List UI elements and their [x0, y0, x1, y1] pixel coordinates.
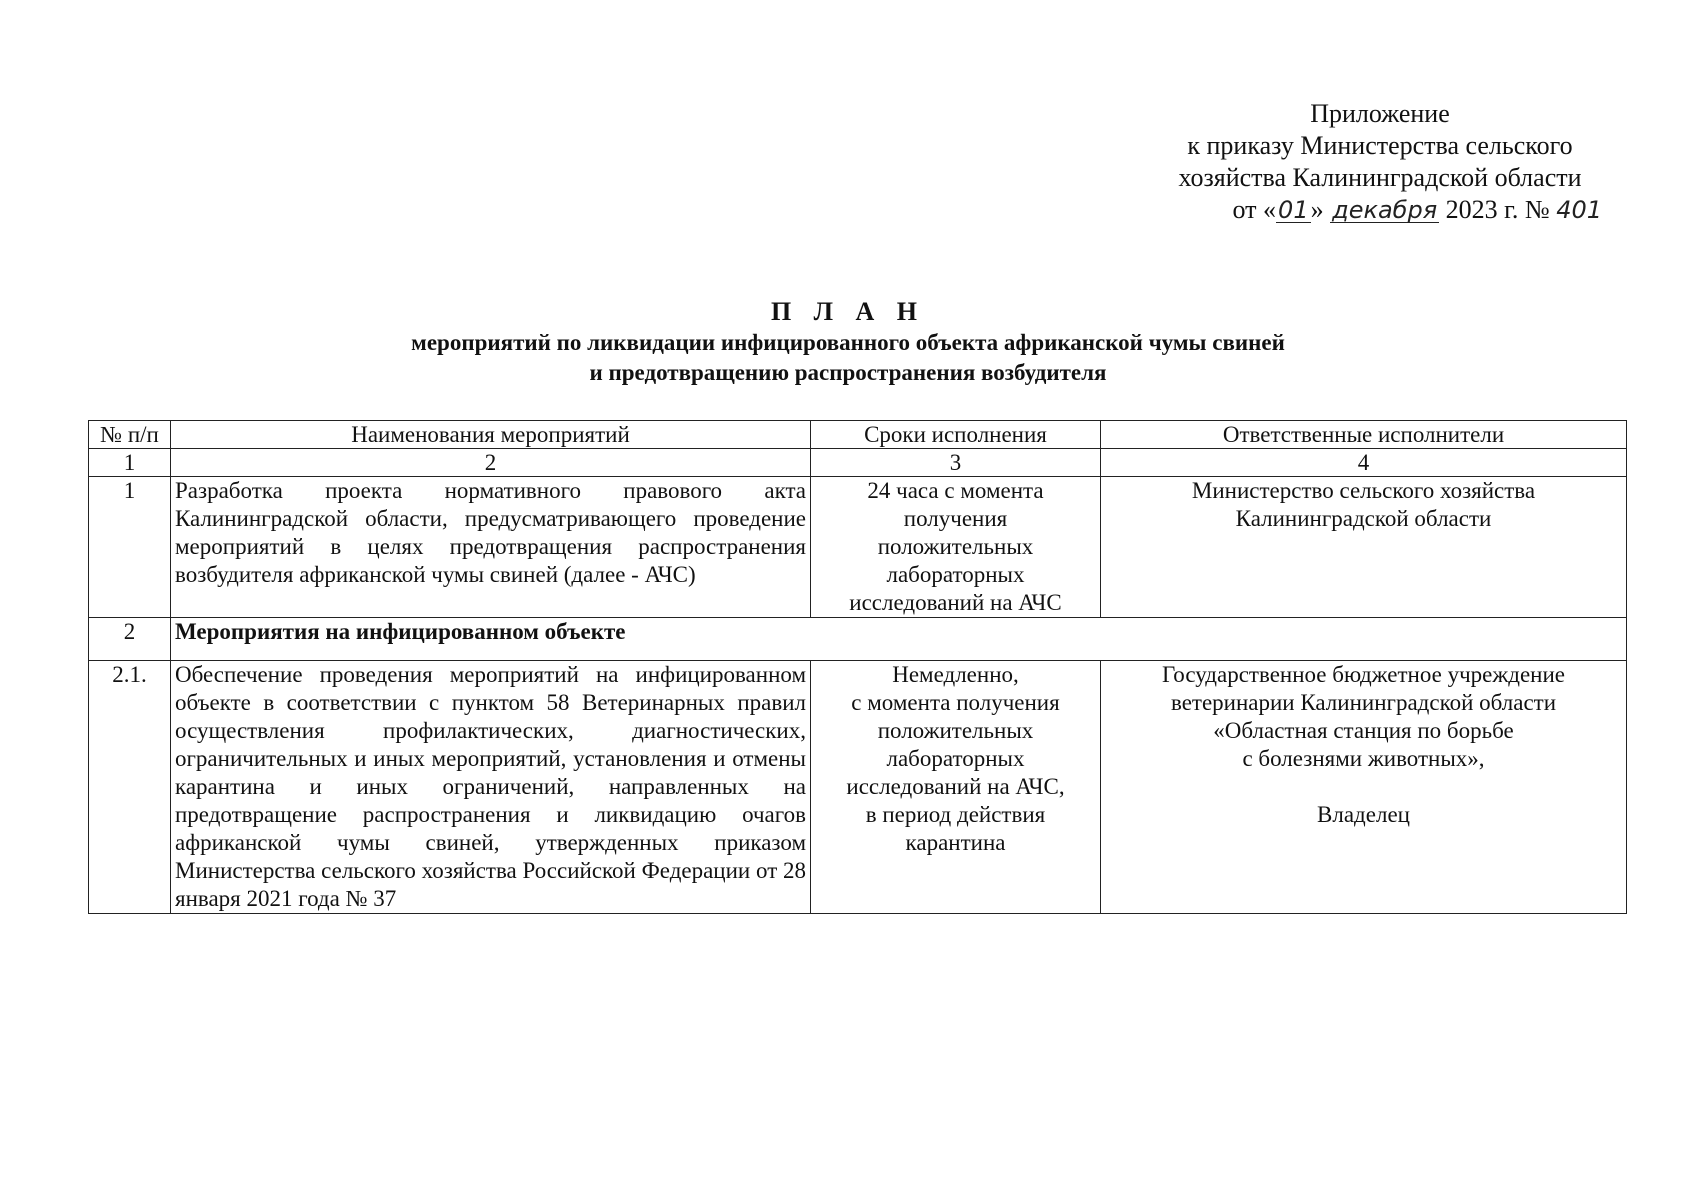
spacer — [1105, 773, 1622, 801]
date-prefix: от « — [1232, 195, 1277, 224]
row-responsible — [1101, 477, 1627, 618]
document-title-block — [0, 296, 1696, 388]
responsible-line: «Областная станция по борьбе — [1213, 718, 1514, 743]
appendix-date-line — [1140, 194, 1620, 226]
document-subtitle-1: мероприятий по ликвидации инфицированного объекта африканской чумы свиней — [411, 330, 1285, 355]
responsible-line: Министерство сельского хозяйства — [1191, 478, 1536, 503]
deadline-line: с момента получения — [851, 690, 1060, 715]
plan-table — [88, 420, 1627, 914]
column-number-cell: 3 — [811, 449, 1101, 477]
header-cell-responsible: Ответственные исполнители — [1101, 421, 1627, 449]
header-cell-number: № п/п — [89, 421, 171, 449]
appendix-ministry: хозяйства Калининградской области — [1178, 163, 1582, 192]
deadline-line: получения — [903, 506, 1008, 531]
deadline-line: исследований на АЧС, — [846, 774, 1065, 799]
deadline-line: лабораторных — [886, 562, 1025, 587]
table-column-numbers-row — [89, 449, 1627, 477]
handwritten-day: 01 — [1278, 196, 1309, 224]
deadline-line: в период действия — [865, 802, 1046, 827]
appendix-block — [1140, 98, 1620, 226]
column-number-cell: 2 — [171, 449, 811, 477]
responsible-line: Калининградской области — [1235, 506, 1492, 531]
deadline-line: 24 часа с момента — [867, 478, 1044, 503]
section-number: 2 — [89, 618, 171, 661]
table-row — [89, 661, 1627, 914]
deadline-line: положительных — [877, 718, 1034, 743]
responsible-line: с болезнями животных», — [1242, 746, 1485, 771]
row-activity-name: Обеспечение проведения мероприятий на инфицированном объекте в соответствии с пунктом 58 Ветеринарных правил осуществления профилактических, диагностических, ограничительных и иных мероприятий, установления и отмены карантина и иных ограничений, направленных на предотвращение распространения и ликвидацию очагов африканской чумы свиней, утвержденных приказом Министерства сельского хозяйства Российской Федерации от 28 января 2021 года № 37 — [171, 661, 811, 914]
deadline-line: исследований на АЧС — [849, 590, 1062, 615]
document-subtitle-2: и предотвращению распространения возбудителя — [589, 360, 1107, 385]
row-number: 2.1. — [89, 661, 171, 914]
row-number: 1 — [89, 477, 171, 618]
row-deadline — [811, 661, 1101, 914]
responsible-line: ветеринарии Калининградской области — [1170, 690, 1557, 715]
responsible-line: Государственное бюджетное учреждение — [1162, 662, 1565, 687]
handwritten-number: 401 — [1556, 196, 1602, 224]
deadline-line: Немедленно, — [892, 662, 1019, 687]
header-cell-deadline: Сроки исполнения — [811, 421, 1101, 449]
row-activity-name: Разработка проекта нормативного правового акта Калининградской области, предусматривающего проведение мероприятий в целях предотвращения распространения возбудителя африканской чумы свиней (далее - АЧС) — [171, 477, 811, 618]
section-row — [89, 618, 1627, 661]
row-deadline — [811, 477, 1101, 618]
date-mid: » — [1310, 195, 1324, 224]
responsible-owner: Владелец — [1317, 802, 1410, 827]
deadline-line: лабораторных — [886, 746, 1025, 771]
column-number-cell: 1 — [89, 449, 171, 477]
date-year: 2023 г. № — [1445, 195, 1550, 224]
appendix-title: Приложение — [1310, 99, 1450, 128]
table-row — [89, 477, 1627, 618]
appendix-order-ref: к приказу Министерства сельского — [1187, 131, 1573, 160]
header-cell-name: Наименования мероприятий — [171, 421, 811, 449]
handwritten-month: декабря — [1332, 196, 1438, 224]
row-responsible — [1101, 661, 1627, 914]
column-number-cell: 4 — [1101, 449, 1627, 477]
table-header-row — [89, 421, 1627, 449]
deadline-line: карантина — [905, 830, 1006, 855]
section-title: Мероприятия на инфицированном объекте — [171, 618, 1627, 661]
document-title: П Л А Н — [770, 297, 926, 326]
deadline-line: положительных — [877, 534, 1034, 559]
